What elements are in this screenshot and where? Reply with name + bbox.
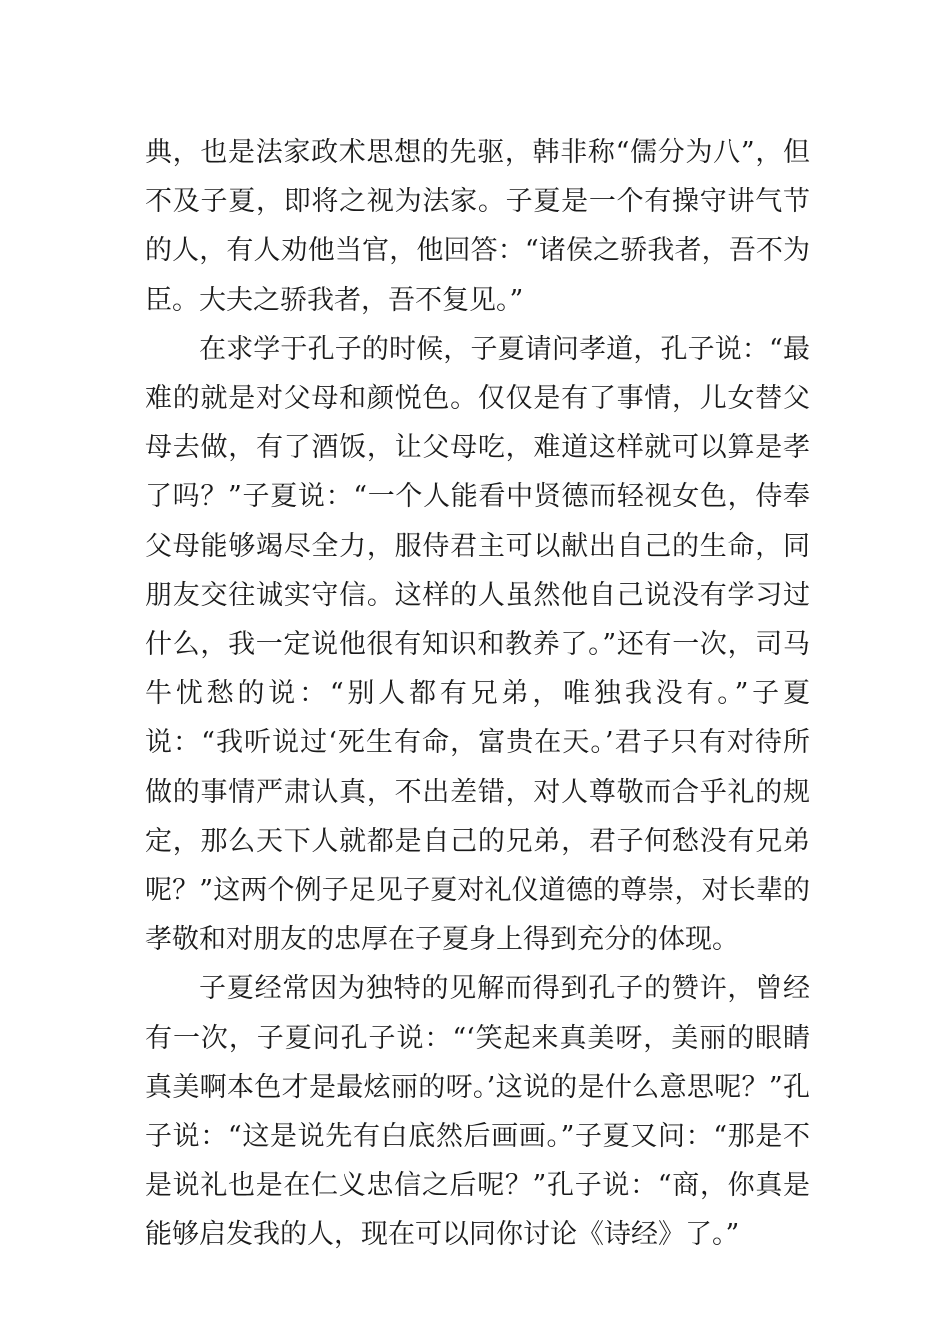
paragraph-2: 在求学于孔子的时候，子夏请问孝道，孔子说：“最难的就是对父母和颜悦色。仅仅是有了事情，儿女替父母去做，有了酒饭，让父母吃，难道这样就可以算是孝了吗？”子夏说：“一个人能看中贤德而轻视女色，侍奉父母能够竭尽全力，服侍君主可以献出自己的生命，同朋友交往诚实守信。这样的人虽然他自己说没有学习过什么，我一定说他很有知识和教养了。”还有一次，司马牛忧愁的说：“别人都有兄弟，唯独我没有。”子夏说：“我听说过‘死生有命，富贵在天。’君子只有对待所做的事情严肃认真，不出差错，对人尊敬而合乎礼的规定，那么天下人就都是自己的兄弟，君子何愁没有兄弟呢？”这两个例子足见子夏对礼仪道德的尊崇，对长辈的孝敬和对朋友的忠厚在子夏身上得到充分的体现。 [145,333,810,956]
paragraph-3: 子夏经常因为独特的见解而得到孔子的赞许，曾经有一次，子夏问孔子说：“‘笑起来真美呀，美丽的眼睛真美啊本色才是最炫丽的呀。’这说的是什么意思呢？”孔子说：“这是说先有白底然后画画。”子夏又问：“那是不是说礼也是在仁义忠信之后呢？”孔子说：“商，你真是能够启发我的人，现在可以同你讨论《诗经》了。” [145,973,810,1251]
body-text [145,128,810,1260]
paragraph-1: 典，也是法家政术思想的先驱，韩非称“儒分为八”，但不及子夏，即将之视为法家。子夏是一个有操守讲气节的人，有人劝他当官，他回答：“诸侯之骄我者，吾不为臣。大夫之骄我者，吾不复见。” [145,137,810,316]
